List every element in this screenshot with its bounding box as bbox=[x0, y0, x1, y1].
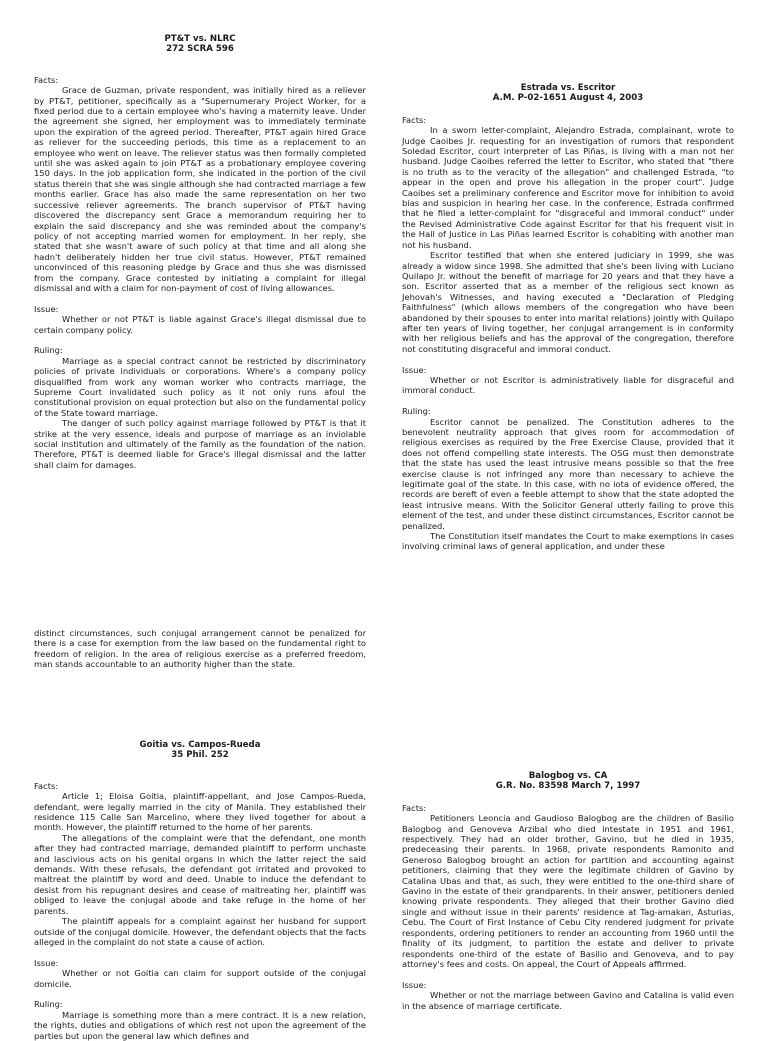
issue-heading: Issue: bbox=[34, 303, 59, 314]
facts-paragraph: Article 1; Eloisa Goitia, plaintiff-appellant, and Jose Campos-Rueda, defendant, were legally married in the city of Manila. They established their residence 115 Calle San Marcelino, where they lived together for about a month. However, the plaintiff returned to the home of her parents. bbox=[34, 791, 366, 833]
case-estrada-vs-escritor bbox=[402, 83, 734, 552]
case-citation: 35 Phil. 252 bbox=[171, 750, 229, 761]
ruling-paragraph: Escritor cannot be penalized. The Constitution adheres to the benevolent neutrality approach that gives room for accommodation of religious exercises as required by the Free Exercise Clause, provided that it does not offend compelling state interests. The OSG must then demonstrate that the state has used the least intrusive means possible so that the free exercise clause is not infringed any more than necessary to achieve the legitimate goal of the state. In this case, with no iota of evidence offered, the records are bereft of even a feeble attempt to show that the state adopted the least intrusive means. With the Solicitor General utterly failing to prove this element of the test, and under these distinct circumstances, Escritor cannot be penalized. bbox=[402, 416, 734, 531]
document-page-2 bbox=[0, 620, 768, 1041]
case-citation: 272 SCRA 596 bbox=[166, 44, 234, 55]
facts-heading: Facts: bbox=[402, 114, 427, 125]
issue-paragraph: Whether or not the marriage between Gavino and Catalina is valid even in the absence of marriage certificate. bbox=[402, 990, 734, 1011]
case-citation: A.M. P-02-1651 August 4, 2003 bbox=[492, 93, 644, 104]
case-pt-t-vs-nlrc bbox=[34, 34, 366, 470]
ruling-heading: Ruling: bbox=[34, 999, 63, 1010]
case-continuation bbox=[34, 628, 366, 670]
issue-heading: Issue: bbox=[34, 957, 59, 968]
issue-heading: Issue: bbox=[402, 979, 427, 990]
facts-paragraph: Petitioners Leoncia and Gaudioso Balogbog are the children of Basilio Balogbog and Genoveva Arzibal who died intestate in 1951 and 1961, respectively. They had an older brother, Gavino, but he died in 1935, predeceasing their parents. In 1968, private respondents Ramonito and Generoso Balogbog brought an action for partition and accounting against petitioners, claiming that they were the legitimate children of Gavino by Catalina Ubas and that, as such, they were entitled to the one-third share of Gavino in the estate of their grandparents. In their answer, petitioners denied knowing private respondents. They alleged that their brother Gavino died single and without issue in their parents' residence at Tag-amakan, Asturias, Cebu. The Court of First Instance of Cebu City rendered judgment for private respondents, ordering petitioners to render an accounting from 1960 until the finality of its judgment, to partition the estate and deliver to private respondents one-third of the estate of Basilio and Genoveva, and to pay attorney's fees and costs. On appeal, the Court of Appeals affirmed. bbox=[402, 813, 734, 969]
case-goitia-vs-campos-rueda bbox=[34, 740, 366, 1041]
case-title: PT&T vs. NLRC bbox=[164, 34, 236, 44]
ruling-heading: Ruling: bbox=[402, 406, 431, 417]
ruling-heading: Ruling: bbox=[34, 345, 63, 356]
issue-paragraph: Whether or not PT&T is liable against Grace's illegal dismissal due to certain company policy. bbox=[34, 314, 366, 335]
case-citation: G.R. No. 83598 March 7, 1997 bbox=[495, 781, 641, 792]
ruling-paragraph: Marriage is something more than a mere contract. It is a new relation, the rights, duties and obligations of which rest not upon the agreement of the parties but upon the general law which defines and bbox=[34, 1009, 366, 1041]
case-title: Estrada vs. Escritor bbox=[520, 83, 616, 93]
case-balogbog-vs-ca bbox=[402, 771, 734, 1011]
facts-paragraph: Escritor testified that when she entered judiciary in 1999, she was already a widow since 1998. She admitted that she's been living with Luciano Quilapo Jr. without the benefit of marriage for 20 years and that they have a son. Escritor asserted that as a member of the religious sect known as Jehovah's Witnesses, and having executed a "Declaration of Pledging Faithfulness" (which allows members of the congregation who have been abandoned by their spouses to enter into marital relations) jointly with Quilapo after ten years of living together, her conjugal arrangement is in conformity with her religious beliefs and has the approval of the congregation, therefore not constituting disgraceful and immoral conduct. bbox=[402, 250, 734, 354]
case-title: Goitia vs. Campos-Rueda bbox=[139, 740, 261, 750]
continuation-paragraph: distinct circumstances, such conjugal arrangement cannot be penalized for there is a case for exemption from the law based on the fundamental right to freedom of religion. In the area of religious exercise as a preferred freedom, man stands accountable to an authority higher than the state. bbox=[34, 628, 366, 670]
issue-heading: Issue: bbox=[402, 364, 427, 375]
facts-paragraph: In a sworn letter-complaint, Alejandro Estrada, complainant, wrote to Judge Caoibes Jr. requesting for an investigation of rumors that respondent Soledad Escritor, court interpreter of Las Piñas, is living with a man not her husband. Judge Caoibes referred the letter to Escritor, who stated that "there is no truth as to the veracity of the allegation" and challenged Estrada, "to appear in the open and prove his allegation in the proper court". Judge Caoibes set a preliminary conference and Escritor move for inhibition to avoid bias and suspicion in hearing her case. In the conference, Estrada confirmed that he filed a letter-complaint for "disgraceful and immoral conduct" under the Revised Administrative Code against Escritor for that his frequent visit in the Hall of Justice in Las Piñas learned Escritor is cohabiting with another man not his husband. bbox=[402, 125, 734, 250]
case-title: Balogbog vs. CA bbox=[528, 771, 608, 781]
facts-heading: Facts: bbox=[34, 780, 59, 791]
ruling-paragraph: Marriage as a special contract cannot be restricted by discriminatory policies of private individuals or corporations. Where's a company policy disqualified from work any woman worker who contracts marriage, the Supreme Court invalidated such policy as it not only runs afoul the constitutional provision on equal protection but also on the fundamental policy of the State toward marriage. bbox=[34, 355, 366, 418]
facts-paragraph: The plaintiff appeals for a complaint against her husband for support outside of the conjugal domicile. However, the defendant objects that the facts alleged in the complaint do not state a cause of action. bbox=[34, 916, 366, 947]
ruling-paragraph: The Constitution itself mandates the Court to make exemptions in cases involving criminal laws of general application, and under these bbox=[402, 531, 734, 552]
facts-paragraph: Grace de Guzman, private respondent, was initially hired as a reliever by PT&T, petitioner, specifically as a "Supernumerary Project Worker, for a fixed period due to a certain employee who's having a maternity leave. Under the agreement she signed, her employment was to immediately terminate upon the expiration of the agreed period. Thereafter, PT&T again hired Grace as reliever for the succeeding periods, this time as a replacement to an employee who went on leave. The reliever status was then formally completed until she was asked again to join PT&T as a probationary employee covering 150 days. In the job application form, she indicated in the portion of the civil status therein that she was single although she had contracted marriage a few months earlier. Grace has also made the same representation on her two successive reliever agreements. The branch supervisor of PT&T having discovered the discrepancy sent Grace a memorandum requiring her to explain the said discrepancy and she was reminded about the company's policy of not accepting married women for employment. In her reply, she stated that she wasn't aware of such policy at that time and all along she hadn't deliberately hidden her true civil status. However, PT&T remained unconvinced of this reasoning pledge by Grace and thus she was dismissed from the company. Grace contested by initiating a complaint for illegal dismissal and with a claim for non-payment of cost of living allowances. bbox=[34, 85, 366, 293]
issue-paragraph: Whether or not Goitia can claim for support outside of the conjugal domicile. bbox=[34, 968, 366, 989]
facts-heading: Facts: bbox=[402, 802, 427, 813]
issue-paragraph: Whether or not Escritor is administratively liable for disgraceful and immoral conduct. bbox=[402, 374, 734, 396]
facts-heading: Facts: bbox=[34, 74, 59, 85]
facts-paragraph: The allegations of the complaint were that the defendant, one month after they had contracted marriage, demanded plaintiff to perform unchaste and lascivious acts on his genital organs in which the latter reject the said demands. With these refusals, the defendant got irritated and provoked to maltreat the plaintiff by word and deed. Unable to induce the defendant to desist from his repugnant desires and cease of maltreating her, plaintiff was obliged to leave the conjugal abode and take refuge in the home of her parents. bbox=[34, 832, 366, 916]
ruling-paragraph: The danger of such policy against marriage followed by PT&T is that it strike at the very essence, ideals and purpose of marriage as an inviolable social institution and ultimately of the family as the foundation of the nation. Therefore, PT&T is deemed liable for Grace's illegal dismissal and the latter shall claim for damages. bbox=[34, 418, 366, 470]
